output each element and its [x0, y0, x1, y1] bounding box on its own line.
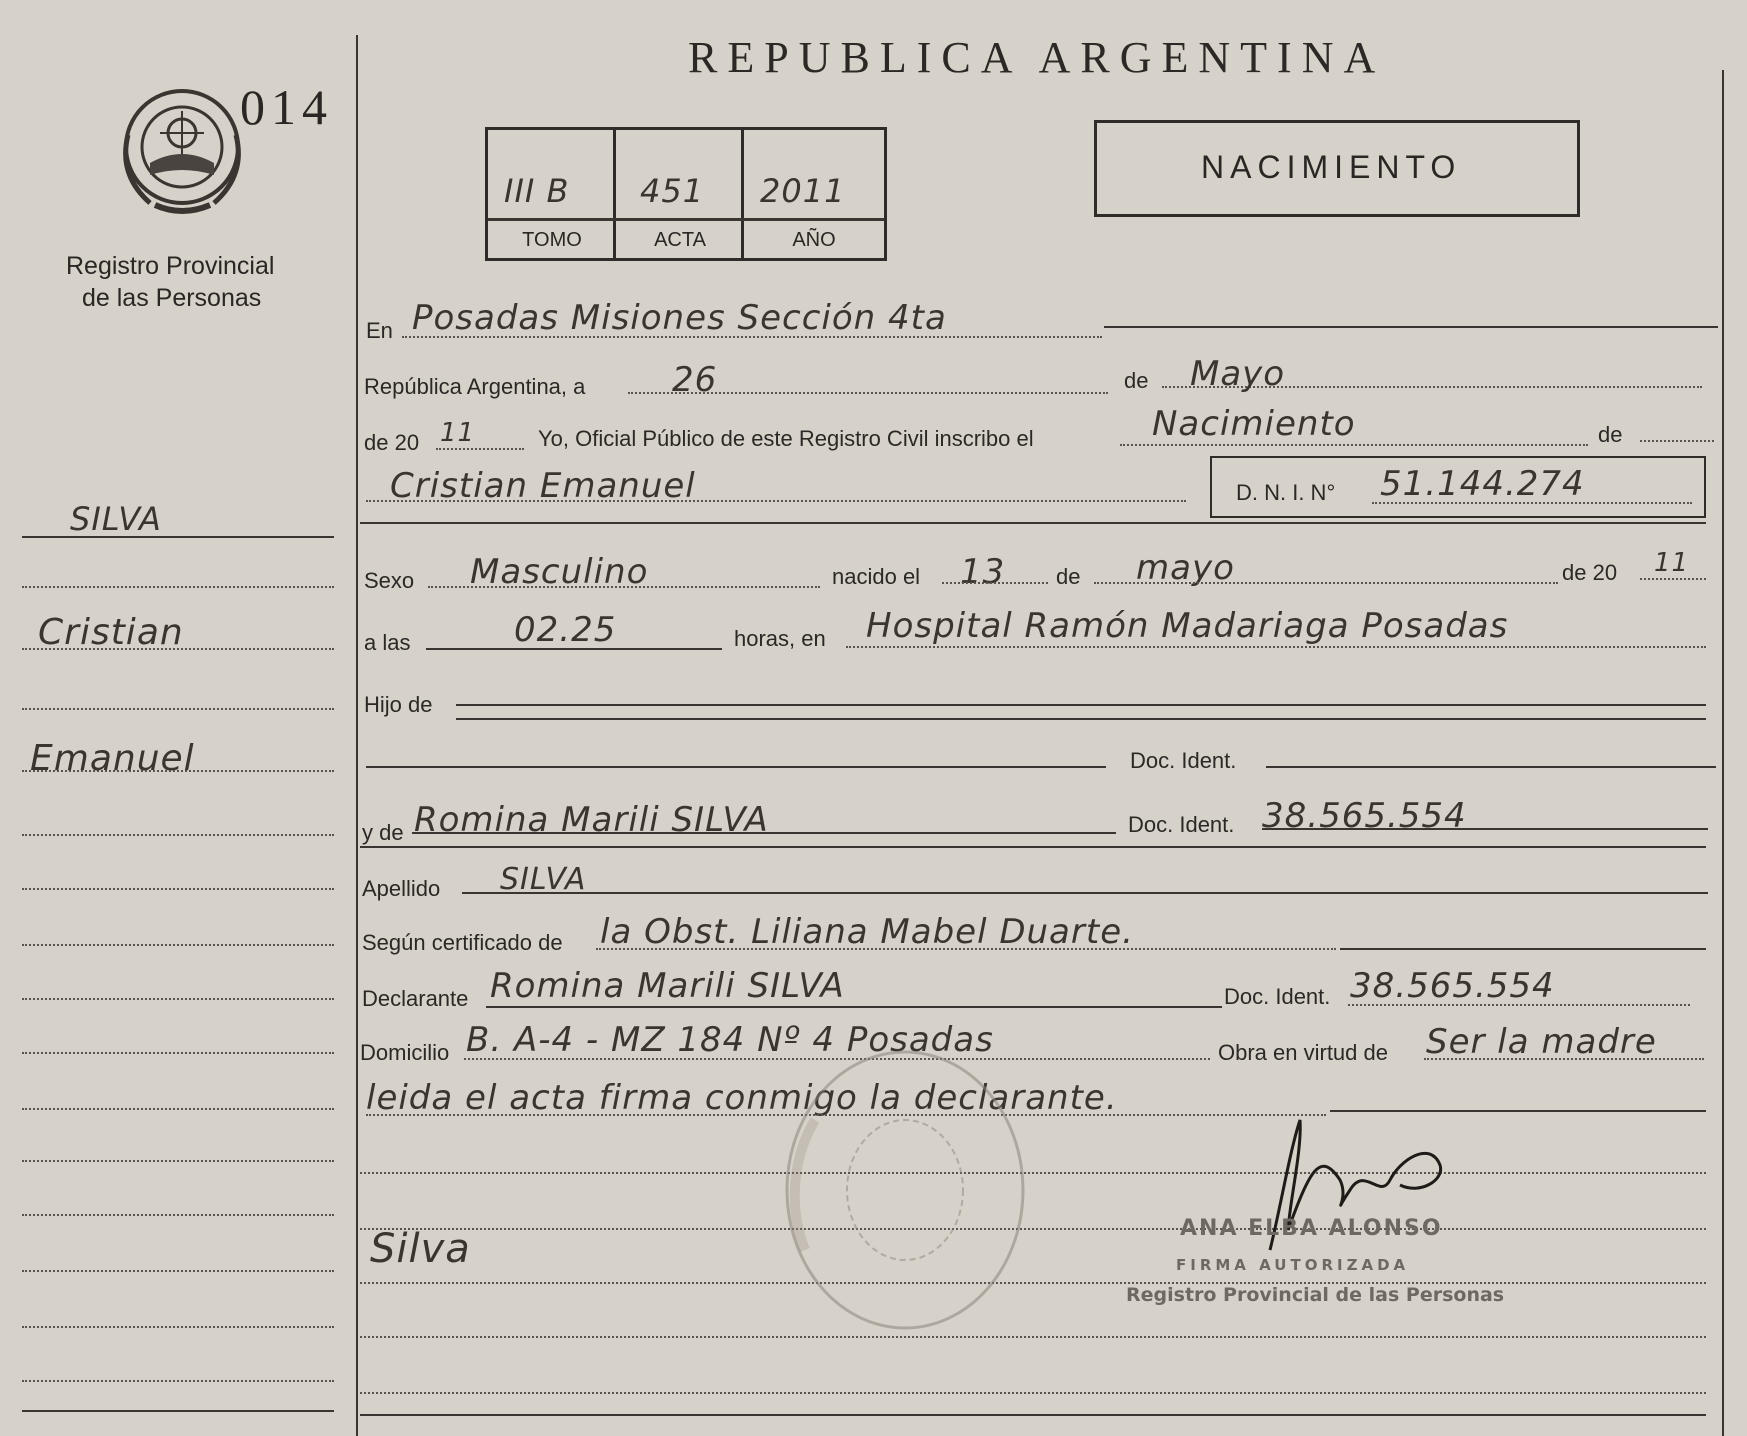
rule-lugar — [1104, 326, 1718, 328]
field-madre-doc: 38.565.554 — [1262, 796, 1467, 836]
dots-obra — [1424, 1058, 1704, 1060]
serial-number: 014 — [240, 79, 333, 135]
field-declarante: Romina Marili SILVA — [490, 966, 845, 1006]
page-title: REPUBLICA ARGENTINA — [688, 33, 1386, 82]
label-dni: D. N. I. N° — [1236, 480, 1336, 505]
field-declarante-doc: 38.565.554 — [1350, 966, 1555, 1006]
dots-certificado — [596, 948, 1336, 950]
rule-bottom — [360, 1414, 1706, 1416]
field-lugar: Posadas Misiones Sección 4ta — [412, 298, 947, 338]
field-anio: 11 — [440, 418, 476, 448]
label-de-20: de 20 — [364, 430, 420, 455]
dots-lugar-nacimiento — [846, 646, 1706, 648]
label-y-de: y de — [362, 820, 404, 845]
label-de-birth-month: de — [1056, 564, 1081, 589]
document-type-box — [1094, 120, 1580, 217]
official-name-stamp: ANA ELBA ALONSO — [1180, 1216, 1443, 1241]
field-nombre: Cristian Emanuel — [390, 466, 696, 506]
label-en: En — [366, 318, 393, 343]
record-box — [485, 127, 887, 261]
rule-under-name — [360, 522, 1706, 524]
provincial-seal-logo — [110, 75, 260, 225]
record-box-divider — [488, 218, 884, 221]
rule-apellido — [462, 892, 1708, 894]
rule-under-madre — [360, 846, 1706, 848]
dots-nacido-anio — [1640, 578, 1706, 580]
field-sexo: Masculino — [470, 552, 649, 592]
margin-dots-10 — [22, 1108, 334, 1110]
registry-name-line2: de las Personas — [82, 284, 262, 312]
rule-declarante — [486, 1006, 1222, 1008]
margin-middle-name: Emanuel — [30, 738, 195, 779]
official-role-stamp: FIRMA AUTORIZADA — [1176, 1256, 1410, 1274]
margin-dots-14 — [22, 1326, 334, 1328]
label-obra: Obra en virtud de — [1218, 1040, 1388, 1065]
field-lugar-nacimiento: Hospital Ramón Madariaga Posadas — [866, 606, 1509, 646]
label-doc-ident-3: Doc. Ident. — [1224, 984, 1331, 1009]
right-edge-line — [1722, 70, 1724, 1436]
tomo-value: III B — [504, 172, 570, 210]
margin-dots-4 — [22, 770, 334, 772]
official-office-stamp: Registro Provincial de las Personas — [1126, 1284, 1505, 1306]
field-dni: 51.144.274 — [1380, 464, 1585, 504]
field-obra: Ser la madre — [1426, 1022, 1657, 1062]
dots-empty-5 — [360, 1392, 1706, 1394]
dots-nacido-mes — [1094, 582, 1558, 584]
rule-madre — [412, 832, 1116, 834]
label-nacido-el: nacido el — [832, 564, 921, 589]
field-observacion: leida el acta firma conmigo la declarante. — [366, 1078, 1118, 1118]
margin-dots-1 — [22, 586, 334, 588]
field-mes: Mayo — [1190, 354, 1286, 394]
field-madre: Romina Marili SILVA — [414, 800, 769, 840]
label-declarante: Declarante — [362, 986, 469, 1011]
dots-sexo — [428, 586, 820, 588]
dots-nacido-dia — [942, 582, 1048, 584]
label-domicilio: Domicilio — [360, 1040, 450, 1065]
document-type: NACIMIENTO — [1201, 149, 1462, 185]
dots-lugar — [402, 336, 1102, 338]
label-horas-en: horas, en — [734, 626, 826, 651]
margin-dots-3 — [22, 708, 334, 710]
margin-dots-11 — [22, 1160, 334, 1162]
field-dia: 26 — [672, 360, 718, 400]
label-de-month: de — [1124, 368, 1149, 393]
signature-left: Silva — [370, 1226, 471, 1272]
label-segun: Según certificado de — [362, 930, 563, 955]
dots-de-person — [1640, 440, 1714, 442]
acta-value: 451 — [640, 172, 705, 210]
registry-round-stamp — [775, 1040, 1035, 1340]
margin-dots-15 — [22, 1380, 334, 1382]
margin-dots-12 — [22, 1214, 334, 1216]
tomo-label: TOMO — [522, 229, 582, 251]
label-de-birth-year: de 20 — [1562, 560, 1618, 585]
rule-hijo-de-1 — [456, 704, 1706, 706]
dots-acto — [1120, 444, 1588, 446]
field-nacido-dia: 13 — [960, 552, 1006, 592]
rule-madre-doc — [1262, 828, 1708, 830]
field-apellido: SILVA — [500, 862, 587, 897]
margin-dots-6 — [22, 888, 334, 890]
margin-dots-5 — [22, 834, 334, 836]
registry-name-line1: Registro Provincial — [66, 252, 275, 280]
dots-dni — [1372, 502, 1692, 504]
field-nacido-anio: 11 — [1654, 548, 1690, 578]
label-doc-ident-1: Doc. Ident. — [1130, 748, 1237, 773]
margin-dots-7 — [22, 944, 334, 946]
anio-label: AÑO — [792, 229, 836, 251]
rule-hora — [426, 648, 722, 650]
field-domicilio: B. A-4 - MZ 184 Nº 4 Posadas — [466, 1020, 994, 1060]
label-sexo: Sexo — [364, 568, 415, 593]
label-republica: República Argentina, a — [364, 374, 586, 399]
margin-dots-13 — [22, 1270, 334, 1272]
rule-doc-1b — [1266, 766, 1716, 768]
rule-certificado — [1340, 948, 1706, 950]
dni-box — [1210, 456, 1706, 518]
label-apellido: Apellido — [362, 876, 441, 901]
label-de-person: de — [1598, 422, 1623, 447]
label-hijo-de: Hijo de — [364, 692, 433, 717]
field-nacido-mes: mayo — [1136, 548, 1235, 588]
acta-label: ACTA — [654, 229, 706, 251]
left-divider — [356, 35, 358, 1436]
dots-declarante-doc — [1348, 1004, 1690, 1006]
field-hora: 02.25 — [514, 610, 617, 650]
dots-anio — [436, 448, 524, 450]
margin-dots-8 — [22, 998, 334, 1000]
rule-hijo-de-2 — [456, 718, 1706, 720]
label-doc-ident-2: Doc. Ident. — [1128, 812, 1235, 837]
label-yo-oficial: Yo, Oficial Público de este Registro Civil inscribo el — [538, 426, 1034, 451]
margin-dots-9 — [22, 1052, 334, 1054]
anio-value: 2011 — [760, 172, 846, 210]
field-acto: Nacimiento — [1152, 404, 1356, 444]
margin-bottom-rule — [22, 1410, 334, 1412]
field-certificado: la Obst. Liliana Mabel Duarte. — [600, 912, 1134, 952]
dots-nombre — [366, 500, 1186, 502]
margin-dots-2 — [22, 648, 334, 650]
margin-surname: SILVA — [70, 500, 162, 538]
label-a-las: a las — [364, 630, 411, 655]
margin-rule-1 — [22, 536, 334, 538]
rule-doc-1 — [366, 766, 1106, 768]
margin-first-name: Cristian — [38, 612, 184, 653]
